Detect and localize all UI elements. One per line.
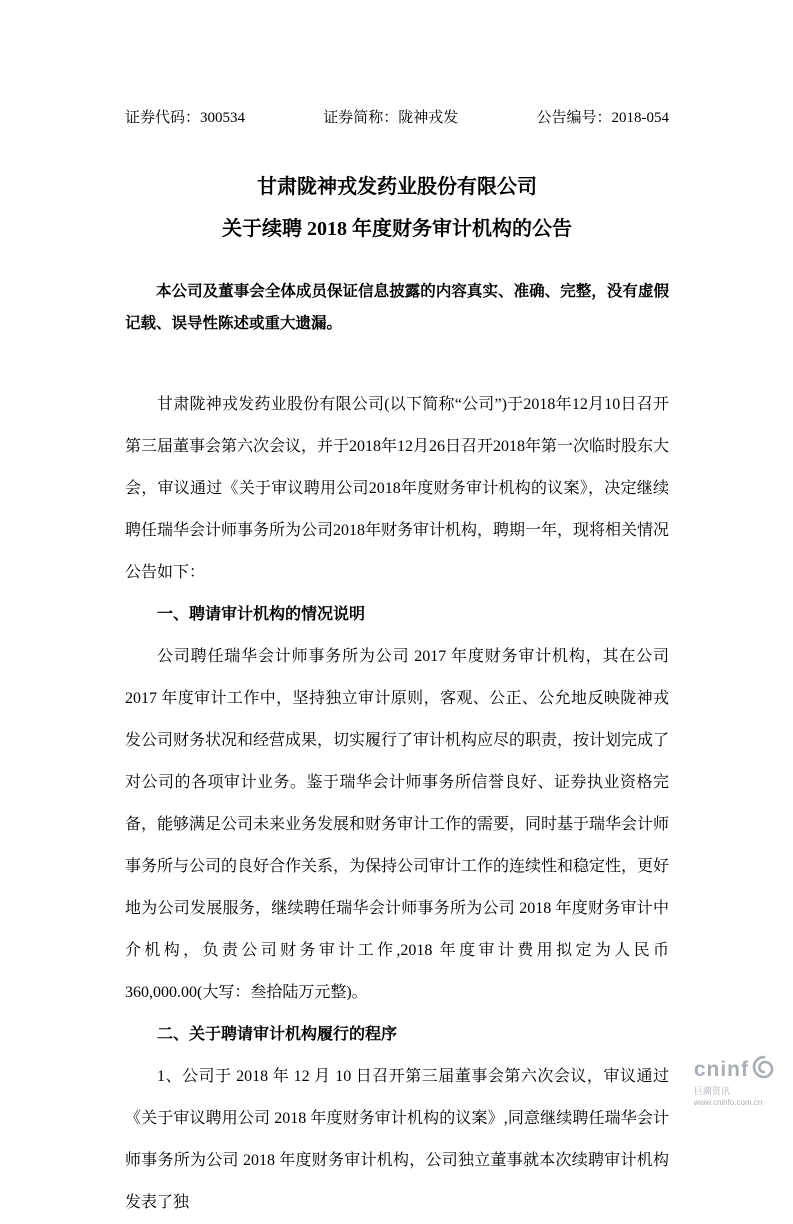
cninfo-website: www.cninfo.com.cn [693,1098,763,1107]
document-body [125,384,669,1224]
section1-heading: 一、聘请审计机构的情况说明 [157,606,366,623]
cninfo-logo-text: cninf [693,1057,749,1081]
section1-paragraph: 公司聘任瑞华会计师事务所为公司 2017 年度财务审计机构，其在公司 2017 年度审计工作中，坚持独立审计原则，客观、公正、公允地反映陇神戎发公司财务状况和经营成果，切实履行了审计机构应尽的职责，按计划完成了对公司的各项审计业务。鉴于瑞华会计师事务所信誉良好、证券执业资格完备，能够满足公司未来业务发展和财务审计工作的需要，同时基于瑞华会计师事务所与公司的良好合作关系，为保持公司审计工作的连续性和稳定性，更好地为公司发展服务，继续聘任瑞华会计师事务所为公司 2018 年度财务审计中介机构，负责公司财务审计工作,2018 年度审计费用拟定为人民币 360,000.00(大写：叁拾陆万元整)。 [125,648,670,1001]
cninfo-brand-name: 巨潮资讯 [693,1086,730,1096]
section2-heading: 二、关于聘请审计机构履行的程序 [157,1026,398,1043]
document-header [125,108,669,128]
stock-abbr: 证券简称：陇神戎发 [323,110,459,126]
document-title [125,166,669,250]
section2-paragraph: 1、公司于 2018 年 12 月 10 日召开第三届董事会第六次会议，审议通过《关于审议聘用公司 2018 年度财务审计机构的议案》,同意继续聘任瑞华会计师事务所为公司 2018 年度财务审计机构，公司独立董事就本次续聘审计机构发表了独 [125,1068,669,1211]
disclaimer-statement: 本公司及董事会全体成员保证信息披露的内容真实、准确、完整，没有虚假记载、误导性陈述或重大遗漏。 [125,283,669,332]
company-name-title: 甘肃陇神戎发药业股份有限公司 [257,176,537,198]
cninfo-logo-row [694,1054,777,1085]
cninfo-caption [694,1086,777,1108]
announcement-subject-title: 关于续聘 2018 年度财务审计机构的公告 [222,218,572,240]
stock-code: 证券代码：300534 [125,110,246,126]
cninfo-watermark [694,1054,777,1108]
announcement-number: 公告编号：2018-054 [536,110,669,126]
cninfo-swirl-icon [751,1054,777,1085]
intro-paragraph: 甘肃陇神戎发药业股份有限公司(以下简称“公司”)于2018年12月10日召开第三届董事会第六次会议，并于2018年12月26日召开2018年第一次临时股东大会，审议通过《关于审议聘用公司2018年度财务审计机构的议案》，决定继续聘任瑞华会计师事务所为公司2018年财务审计机构，聘期一年，现将相关情况公告如下： [125,396,670,581]
